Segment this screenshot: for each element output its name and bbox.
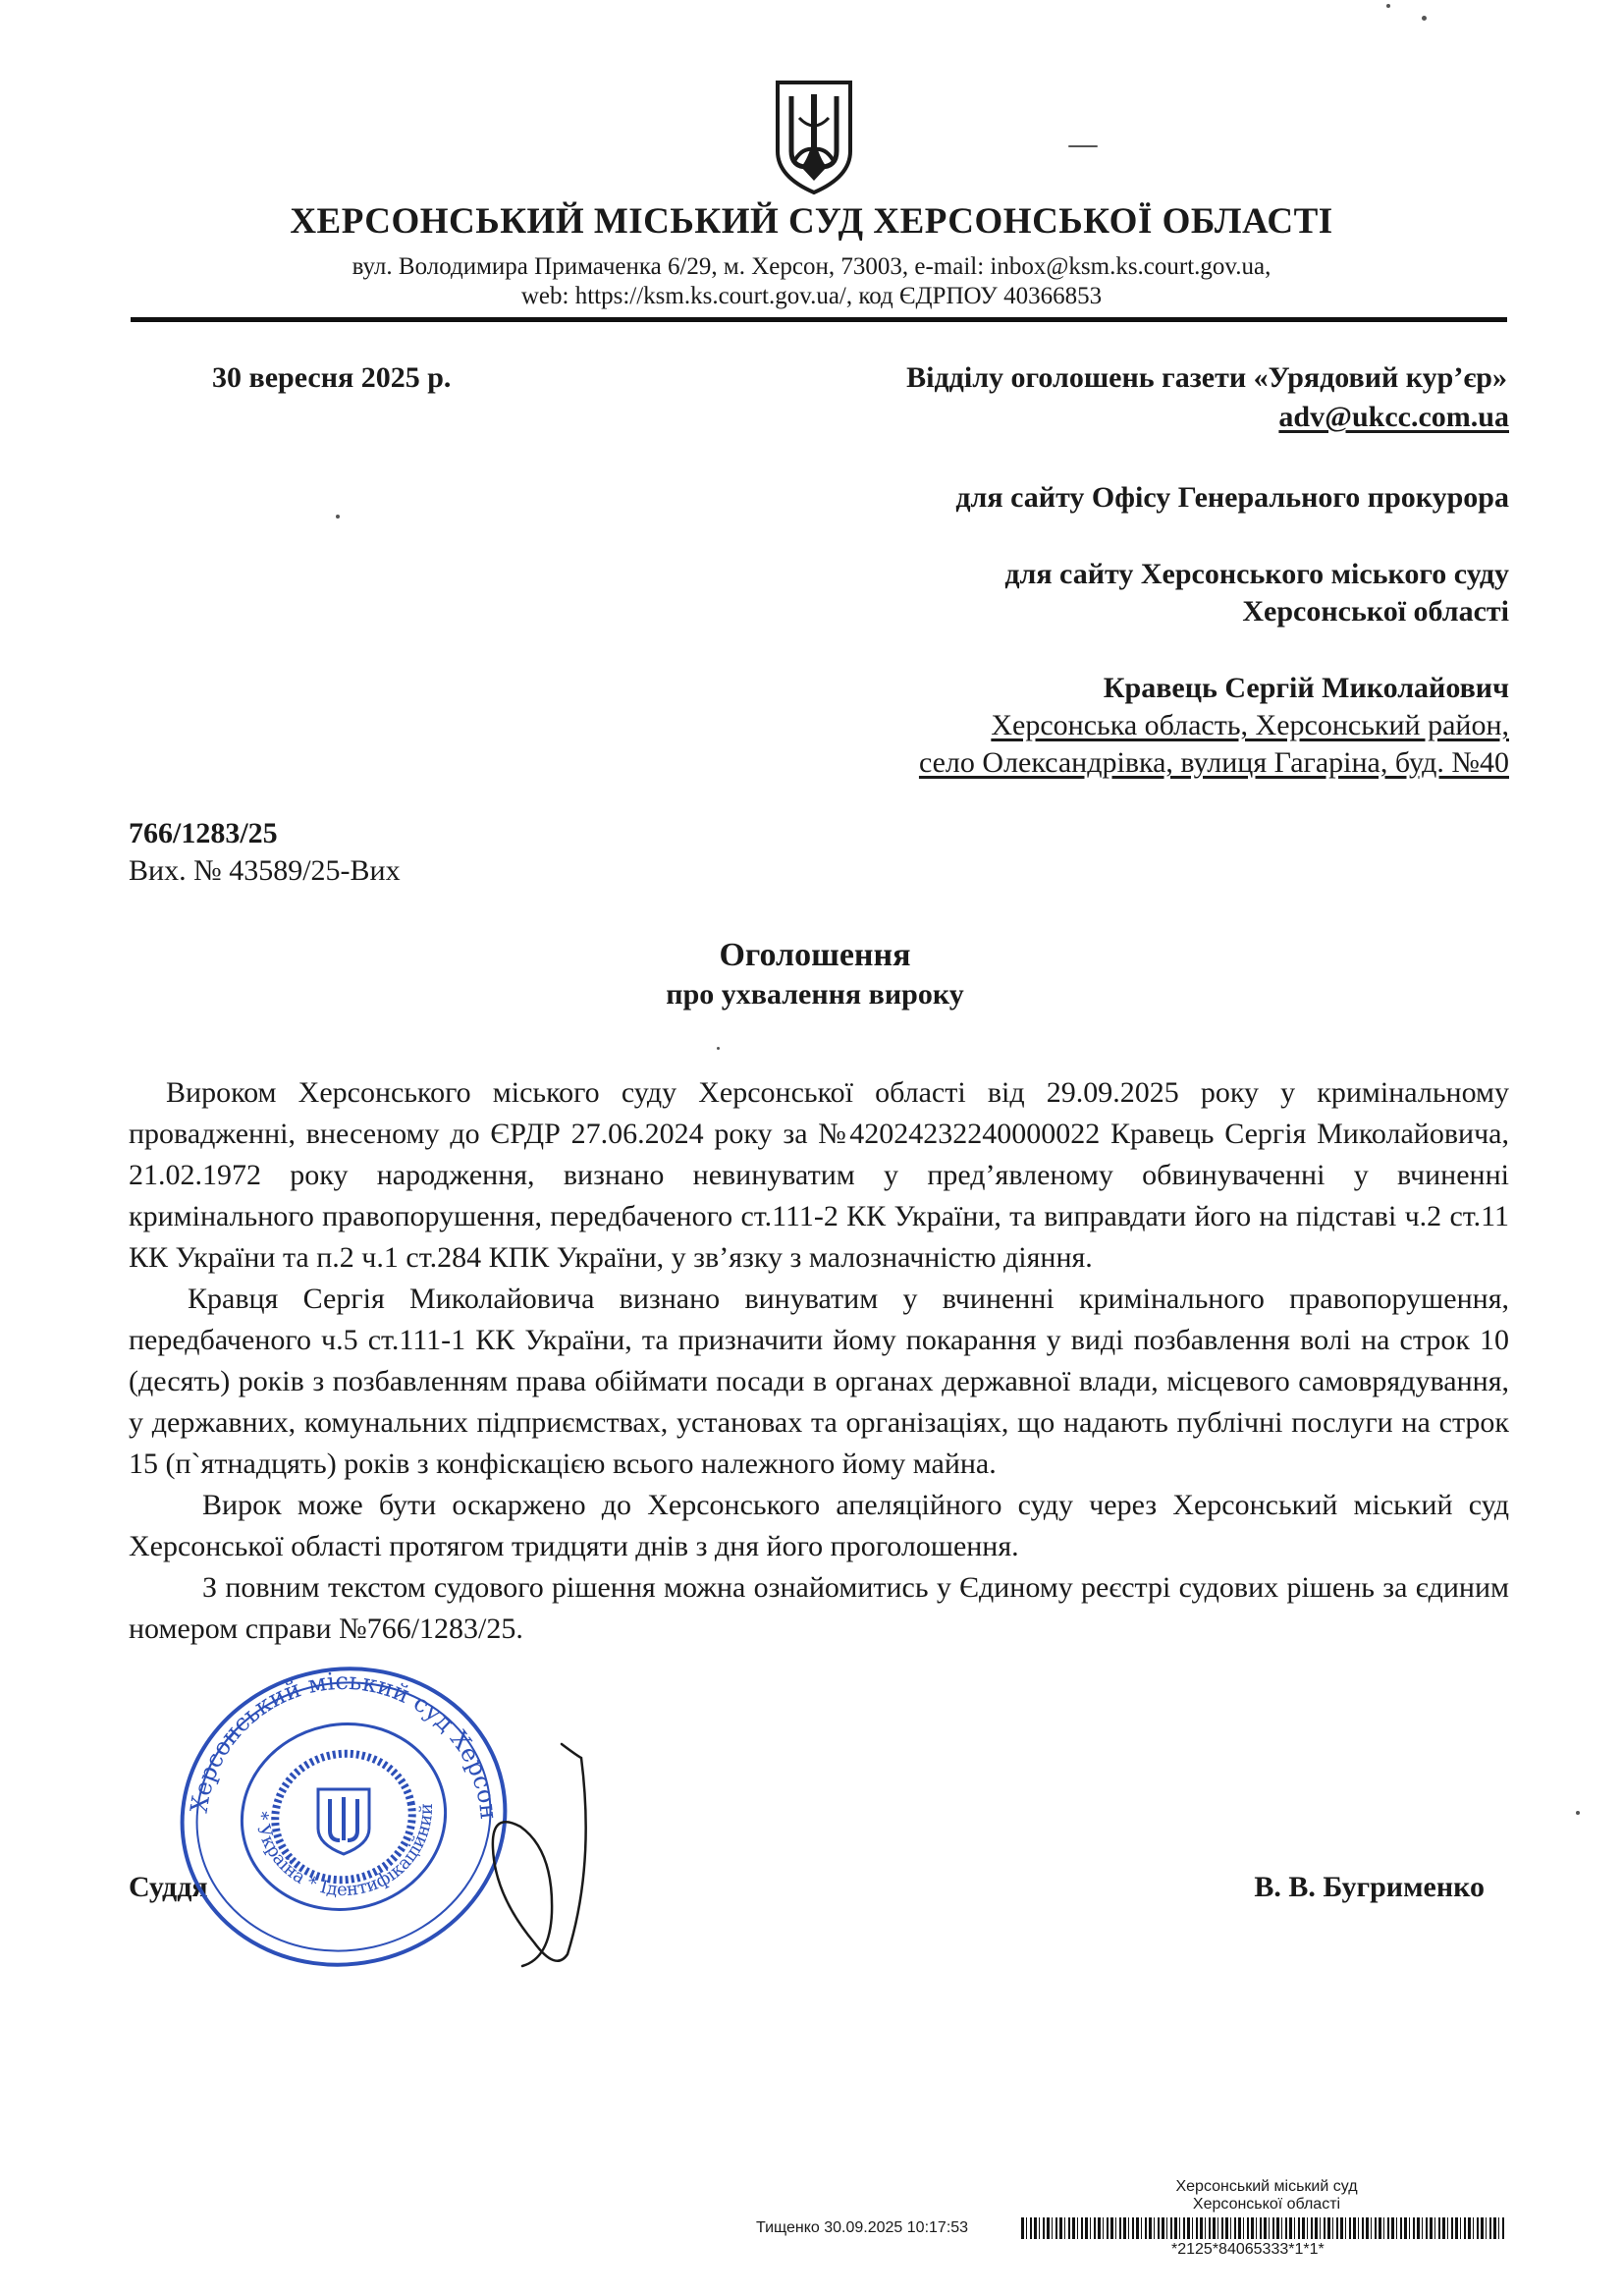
recipient-court-site-line1: для сайту Херсонського міського суду	[1004, 558, 1509, 590]
recipient-email-link[interactable]: adv@ukcc.com.ua	[1278, 401, 1509, 433]
paragraph-conviction: Кравця Сергія Миколайовича визнано винуватим у вчиненні кримінального правопорушення, передбаченого ч.5 ст.111-1 КК України, та призначити йому покарання у виді позбавлення волі на строк 10 (десять) років з позбавленням права обіймати посади в органах державної влади, місцевого самоврядування, у державних, комунальних підприємствах, установах та організаціях, що надають публічні послуги на строк 15 (п`ятнадцять) років з конфіскацією всього належного йому майна.	[129, 1283, 1509, 1480]
court-address: вул. Володимира Примаченка 6/29, м. Херсон, 73003, e-mail: inbox@ksm.ks.court.gov.ua,	[352, 253, 1271, 280]
paragraph-appeal: Вирок може бути оскаржено до Херсонського апеляційного суду через Херсонський міський суд Херсонської області протягом тридцяти днів з дня його проголошення.	[129, 1489, 1509, 1562]
document-subtitle: про ухвалення вироку	[666, 978, 964, 1011]
scan-speck	[1386, 4, 1390, 8]
document-title: Оголошення	[719, 937, 911, 973]
paragraph-registry: З повним текстом судового рішення можна ознайомитись у Єдиному реєстрі судових рішень за єдиним номером справи №766/1283/25.	[129, 1571, 1509, 1645]
paragraph-acquittal: Вироком Херсонського міського суду Херсонської області від 29.09.2025 року у кримінальному провадженні, внесеному до ЄРДР 27.06.2024 року за №42024232240000022 Кравець Сергія Миколайовича, 21.02.1972 року народження, визнано невинуватим у пред’явленому обвинуваченні у вчиненні кримінального правопорушення, передбаченого ст.111-2 КК України, та виправдати його на підставі ч.2 ст.11 КК України та п.2 ч.1 ст.284 КПК України, у зв’язку з малозначністю діяння.	[129, 1076, 1509, 1274]
barcode-code: *2125*84065333*1*1*	[1171, 2241, 1325, 2258]
scan-speck	[1068, 145, 1098, 147]
seal-tryzub-icon	[318, 1789, 369, 1854]
footer-org-line2: Херсонської області	[1192, 2196, 1341, 2213]
document-date: 30 вересня 2025 р.	[212, 361, 452, 394]
footer-org-line1: Херсонський міський суд	[1175, 2178, 1358, 2195]
recipient-address-line2: село Олександрівка, вулиця Гагаріна, буд. №40	[918, 746, 1509, 779]
court-web: web: https://ksm.ks.court.gov.ua/, код ЄДРПОУ 40366853	[520, 283, 1103, 309]
recipient-court-site-line2: Херсонської області	[1242, 595, 1509, 628]
scan-speck	[1576, 1811, 1580, 1815]
judge-role-label: Суддя	[129, 1871, 208, 1903]
scan-speck	[1422, 16, 1427, 21]
judge-name: В. В. Бугрименко	[1254, 1871, 1485, 1903]
recipient-prosecutor: для сайту Офісу Генерального прокурора	[955, 481, 1509, 514]
barcode	[1021, 2217, 1506, 2239]
outgoing-number: Вих. № 43589/25-Вих	[129, 854, 401, 887]
scan-speck	[717, 1047, 720, 1050]
seal-inner-text: * Україна * Ідентифікаційний	[250, 1802, 438, 1901]
seal-outer-text: Херсонський міський суд Херсон	[185, 1667, 503, 1822]
recipient-person-name: Кравець Сергій Миколайович	[1103, 672, 1509, 704]
header-rule	[131, 317, 1507, 322]
announcement-body	[129, 1072, 1509, 1650]
court-seal	[167, 1660, 520, 1974]
handwritten-signature	[471, 1738, 619, 1974]
recipient-address-line1: Херсонська область, Херсонський район,	[991, 709, 1509, 741]
scan-speck	[336, 515, 340, 519]
case-number: 766/1283/25	[129, 817, 278, 849]
recipient-newspaper: Відділу оголошень газети «Урядовий кур’єр»	[906, 361, 1507, 394]
operator-stamp: Тищенко 30.09.2025 10:17:53	[756, 2219, 969, 2236]
coat-of-arms-icon	[772, 79, 856, 196]
court-name: ХЕРСОНСЬКИЙ МІСЬКИЙ СУД ХЕРСОНСЬКОЇ ОБЛАСТІ	[290, 201, 1333, 242]
